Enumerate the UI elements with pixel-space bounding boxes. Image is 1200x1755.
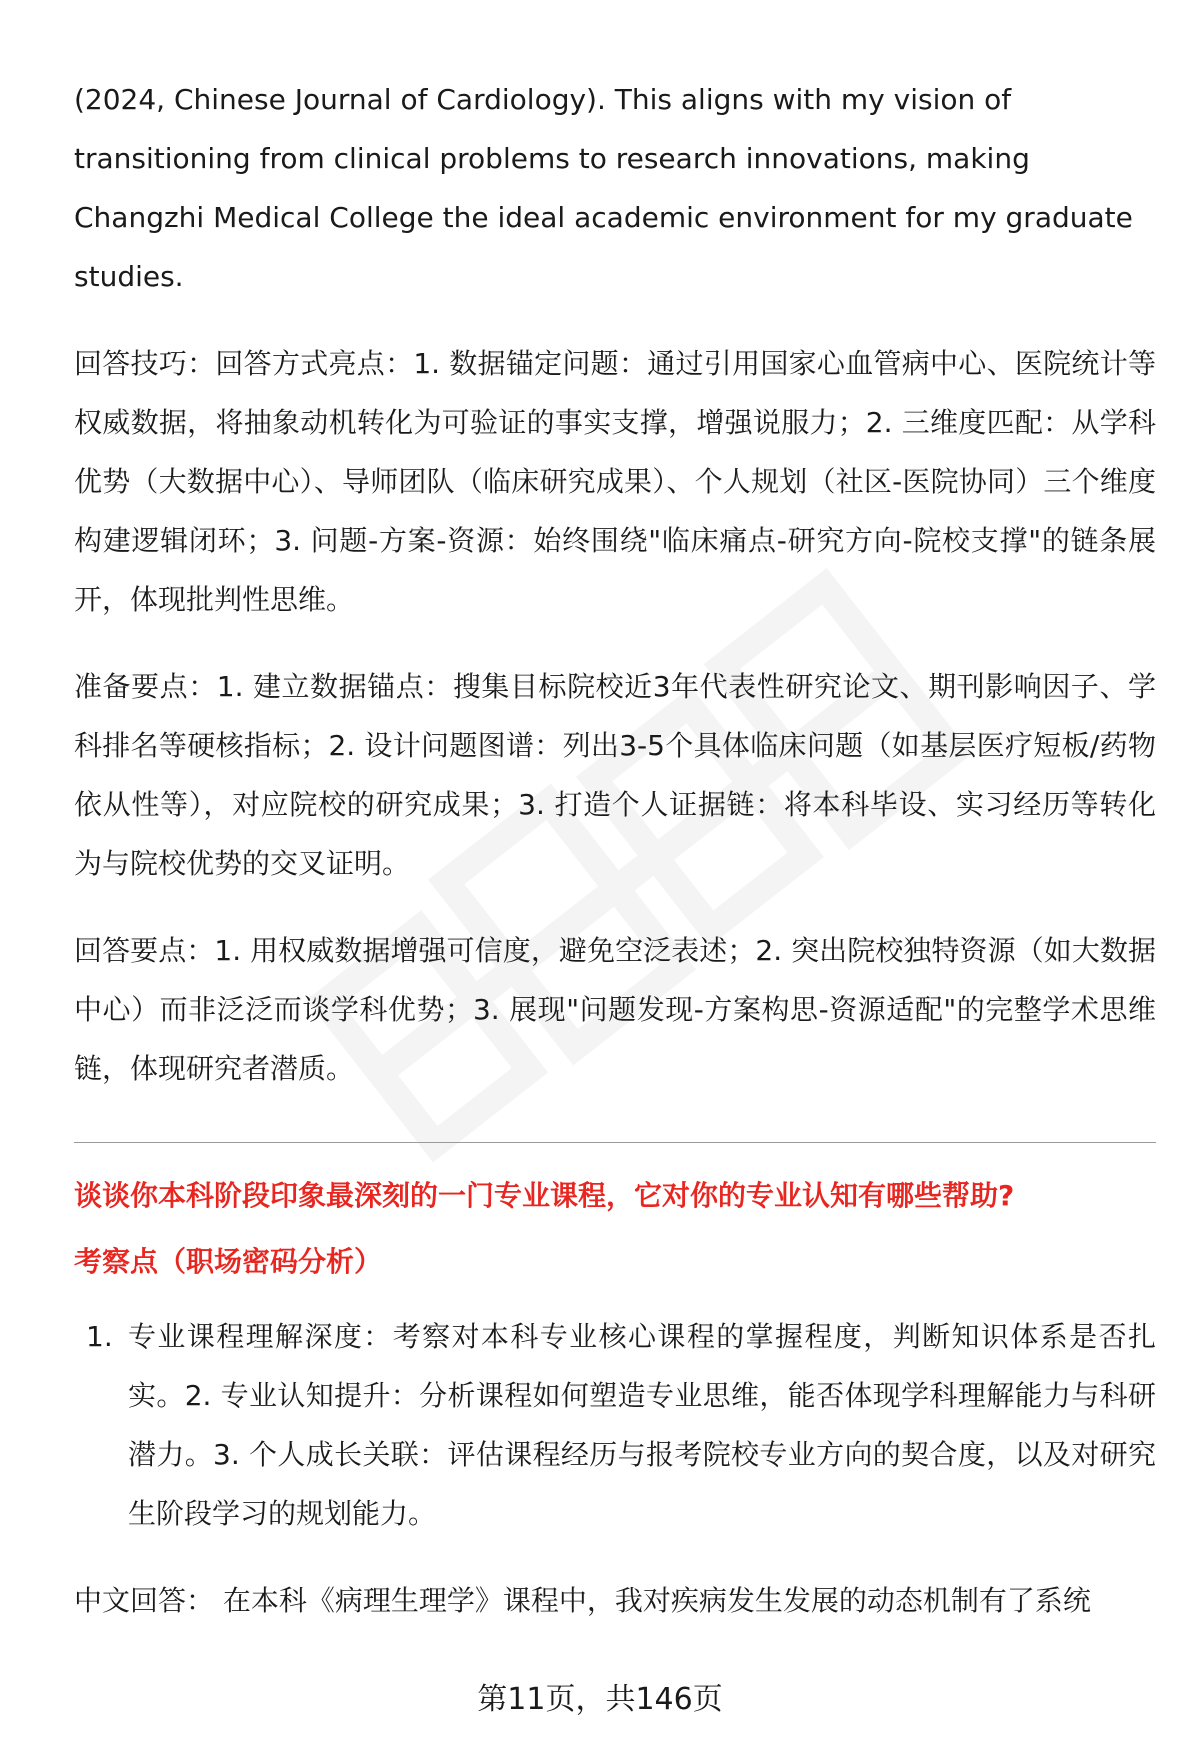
english-answer-continuation: (2024, Chinese Journal of Cardiology). This aligns with my vision of transitioning from clinical problems to research innovations, making Changzhi Medical College the ideal academic environment for my graduate studies. <box>74 83 1133 293</box>
answer-points-paragraph: 回答要点：1. 用权威数据增强可信度，避免空泛表述；2. 突出院校独特资源（如大数据中心）而非泛泛而谈学科优势；3. 展现"问题发现-方案构思-资源适配"的完整学术思维链，体现研究者潜质。 <box>74 934 1156 1085</box>
list-item: 专业课程理解深度：考察对本科专业核心课程的掌握程度，判断知识体系是否扎实。2. 专业认知提升：分析课程如何塑造专业思维，能否体现学科理解能力与科研潜力。3. 个人成长关联：评估课程经历与报考院校专业方向的契合度，以及对研究生阶段学习的规划能力。 <box>128 1320 1156 1530</box>
assessment-points-list <box>74 1307 1156 1543</box>
question-title: 谈谈你本科阶段印象最深刻的一门专业课程，它对你的专业认知有哪些帮助? <box>74 1179 1015 1212</box>
list-number: 1. <box>86 1320 113 1353</box>
chinese-answer-paragraph: 中文回答： 在本科《病理生理学》课程中，我对疾病发生发展的动态机制有了系统 <box>74 1584 1091 1617</box>
preparation-points-paragraph: 准备要点：1. 建立数据锚点：搜集目标院校近3年代表性研究论文、期刊影响因子、学科排名等硬核指标；2. 设计问题图谱：列出3-5个具体临床问题（如基层医疗短板/药物依从性等），对应院校的研究成果；3. 打造个人证据链：将本科毕设、实习经历等转化为与院校优势的交叉证明。 <box>74 670 1156 880</box>
document-page <box>74 70 1156 1658</box>
assessment-points-heading: 考察点（职场密码分析） <box>74 1245 383 1278</box>
answer-tips-paragraph: 回答技巧：回答方式亮点：1. 数据锚定问题：通过引用国家心血管病中心、医院统计等权威数据，将抽象动机转化为可验证的事实支撑，增强说服力；2. 三维度匹配：从学科优势（大数据中心）、导师团队（临床研究成果）、个人规划（社区-医院协同）三个维度构建逻辑闭环；3. 问题-方案-资源：始终围绕"临床痛点-研究方向-院校支撑"的链条展开，体现批判性思维。 <box>74 347 1156 616</box>
section-divider <box>74 1142 1156 1143</box>
page-indicator: 第11页，共146页 <box>477 1682 723 1717</box>
